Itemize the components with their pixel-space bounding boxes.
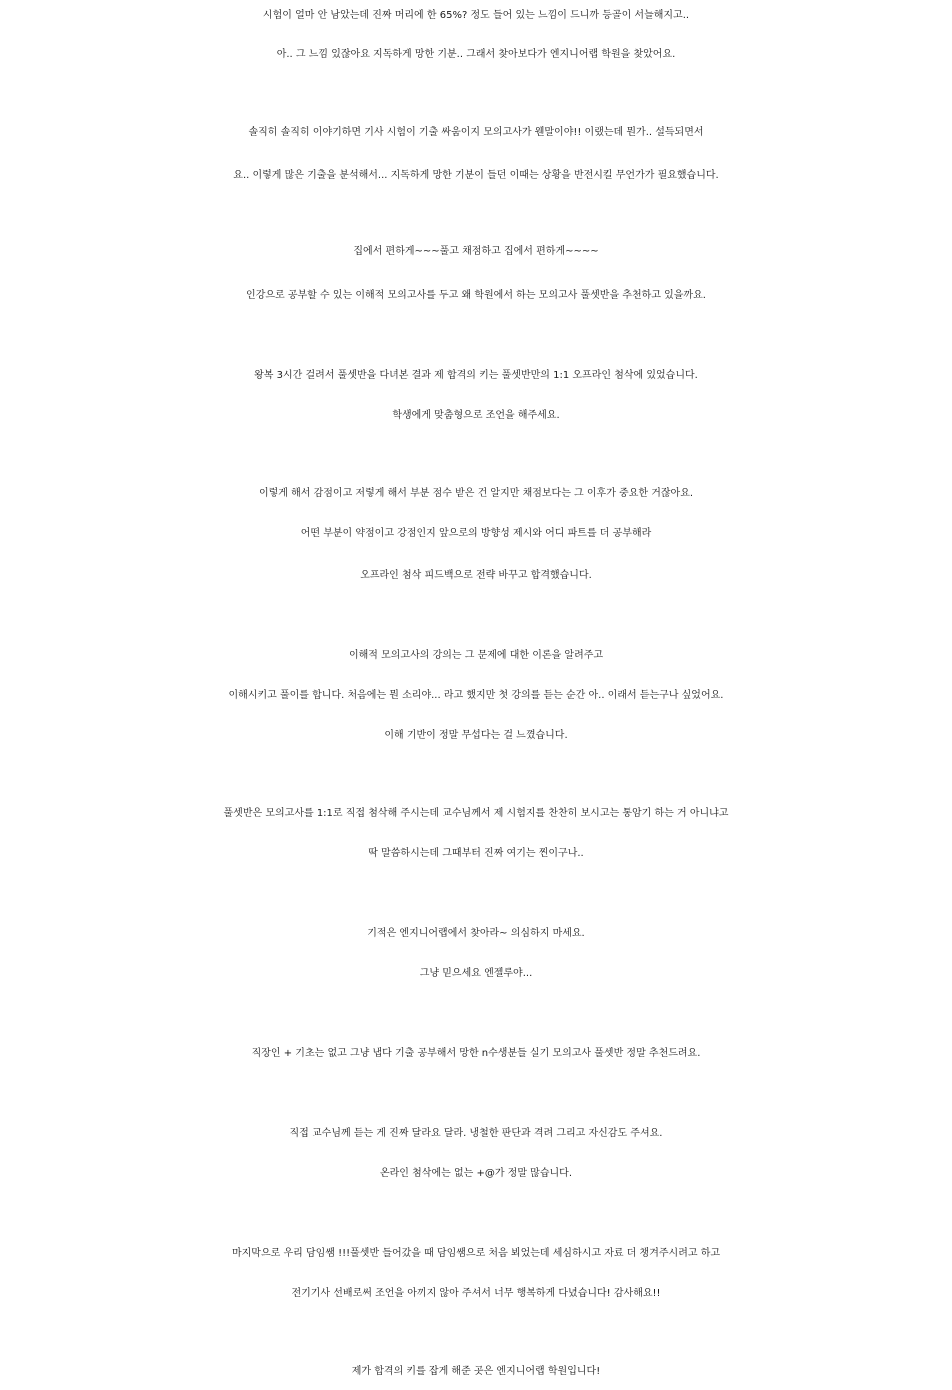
review-line: 마지막으로 우리 담임쌤 !!!풀셋반 들어갔을 때 담임쌤으로 처음 뵈었는데 세심하시고 자료 더 챙겨주시려고 하고 bbox=[231, 1248, 721, 1259]
review-line: 이해시키고 풀이를 합니다. 처음에는 뭔 소리야... 라고 했지만 첫 강의를 듣는 순간 아.. 이래서 듣는구나 싶었어요. bbox=[228, 690, 724, 701]
review-line: 그냥 믿으세요 엔젤루야... bbox=[419, 968, 533, 979]
review-line: 전기기사 선배로써 조언을 아끼지 않아 주셔서 너무 행복하게 다녔습니다! 감사해요!! bbox=[291, 1288, 661, 1299]
review-line: 직장인 + 기초는 없고 그냥 냅다 기출 공부해서 망한 n수생분들 실기 모의고사 풀셋반 정말 추천드려요. bbox=[251, 1048, 701, 1059]
review-line: 이렇게 해서 감점이고 저렇게 해서 부분 점수 받은 건 알지만 채점보다는 그 이후가 중요한 거잖아요. bbox=[258, 488, 694, 499]
review-line: 온라인 첨삭에는 없는 +@가 정말 많습니다. bbox=[379, 1168, 572, 1179]
review-line: 어떤 부분이 약점이고 강점인지 앞으로의 방향성 제시와 어디 파트를 더 공부해라 bbox=[300, 528, 652, 539]
review-line: 직접 교수님께 듣는 게 진짜 달라요 달라. 냉철한 판단과 격려 그리고 자신감도 주셔요. bbox=[289, 1128, 663, 1139]
review-line: 왕복 3시간 걸려서 풀셋반을 다녀본 결과 제 합격의 키는 풀셋반만의 1:1 오프라인 첨삭에 있었습니다. bbox=[254, 370, 698, 381]
review-line: 시험이 얼마 안 남았는데 진짜 머리에 한 65%? 정도 들어 있는 느낌이 드니까 등골이 서늘해지고.. bbox=[262, 10, 690, 21]
review-line: 딱 말씀하시는데 그때부터 진짜 여기는 찐이구나.. bbox=[368, 848, 584, 859]
review-line: 요.. 이렇게 많은 기출을 분석해서... 지독하게 망한 기분이 들던 이때는 상황을 반전시킬 무언가가 필요했습니다. bbox=[233, 170, 719, 181]
review-line: 풀셋반은 모의고사를 1:1로 직접 첨삭해 주시는데 교수님께서 제 시험지를 찬찬히 보시고는 통암기 하는 거 아니냐고 bbox=[223, 808, 729, 819]
review-line: 솔직히 솔직히 이야기하면 기사 시험이 기출 싸움이지 모의고사가 웬말이야!! 이랬는데 뭔가.. 설득되면서 bbox=[248, 127, 704, 138]
review-line: 인강으로 공부할 수 있는 이해적 모의고사를 두고 왜 학원에서 하는 모의고사 풀셋반을 추천하고 있을까요. bbox=[246, 290, 706, 301]
review-line: 이해적 모의고사의 강의는 그 문제에 대한 이론을 알려주고 bbox=[348, 650, 604, 661]
review-line: 아.. 그 느낌 있잖아요 지독하게 망한 기분.. 그래서 찾아보다가 엔지니어랩 학원을 찾았어요. bbox=[276, 49, 676, 60]
review-line: 제가 합격의 키를 잡게 해준 곳은 엔지니어랩 학원입니다! bbox=[351, 1366, 601, 1377]
review-line: 이해 기반이 정말 무섭다는 걸 느꼈습니다. bbox=[384, 730, 568, 741]
review-line: 집에서 편하게~~~풀고 채점하고 집에서 편하게~~~~ bbox=[353, 246, 599, 257]
review-line: 오프라인 첨삭 피드백으로 전략 바꾸고 합격했습니다. bbox=[360, 570, 592, 581]
review-line: 기적은 엔지니어랩에서 찾아라~ 의심하지 마세요. bbox=[367, 928, 585, 939]
review-line: 학생에게 맞춤형으로 조언을 해주세요. bbox=[392, 410, 560, 421]
